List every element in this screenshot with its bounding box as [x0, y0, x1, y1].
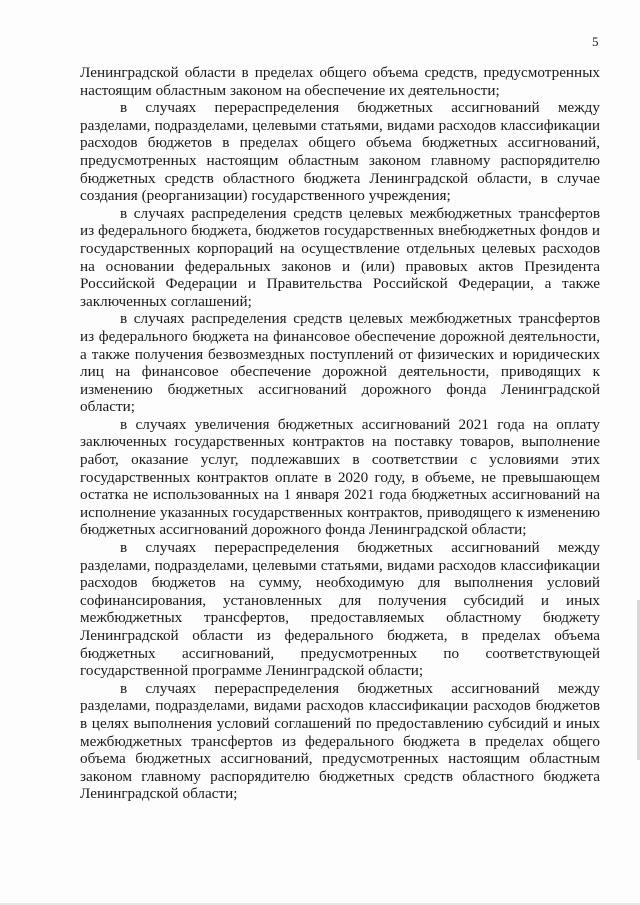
paragraph: в случаях перераспределения бюджетных ассигнований между разделами, подразделами, видами расходов классификации расходов бюджетов в целях выполнения условий соглашений по предоставлению субсидий и иных межбюджетных трансфертов из федерального бюджета в пределах общего объема бюджетных ассигнований, предусмотренных настоящим областным законом главному распорядителю бюджетных средств областного бюджета Ленинградской области;: [80, 679, 600, 803]
paragraph: в случаях распределения средств целевых межбюджетных трансфертов из федерального бюджета, бюджетов государственных внебюджетных фондов и государственных корпораций на осуществление отдельных целевых расходов на основании федеральных законов и (или) правовых актов Президента Российской Федерации и Правительства Российской Федерации, а также заключенных соглашений;: [80, 204, 600, 310]
paragraph: в случаях перераспределения бюджетных ассигнований между разделами, подразделами, целевыми статьями, видами расходов классификации расходов бюджетов на сумму, необходимую для выполнения условий софинансирования, установленных для получения субсидий и иных межбюджетных трансфертов, предоставляемых областному бюджету Ленинградской области из федерального бюджета, в пределах объема бюджетных ассигнований, предусмотренных по соответствующей государственной программе Ленинградской области;: [80, 539, 600, 680]
paragraph: в случаях распределения средств целевых межбюджетных трансфертов из федерального бюджета на финансовое обеспечение дорожной деятельности, а также получения безвозмездных поступлений от физических и юридических лиц на финансовое обеспечение дорожной деятельности, приводящих к изменению бюджетных ассигнований дорожного фонда Ленинградской области;: [80, 310, 600, 416]
paragraph-continuation: Ленинградской области в пределах общего объема средств, предусмотренных настоящим областным законом на обеспечение их деятельности;: [80, 64, 600, 99]
paragraph: в случаях увеличения бюджетных ассигнований 2021 года на оплату заключенных государственных контрактов на поставку товаров, выполнение работ, оказание услуг, подлежавших в соответствии с условиями этих государственных контрактов оплате в 2020 году, в объеме, не превышающем остатка не использованных на 1 января 2021 года бюджетных ассигнований на исполнение указанных государственных контрактов, приводящего к изменению бюджетных ассигнований дорожного фонда Ленинградской области;: [80, 415, 600, 539]
document-body: [80, 64, 600, 803]
paragraph: в случаях перераспределения бюджетных ассигнований между разделами, подразделами, целевыми статьями, видами расходов классификации расходов бюджетов в пределах общего объема бюджетных ассигнований, предусмотренных настоящим областным законом главному распорядителю бюджетных средств областного бюджета Ленинградской области, в случае создания (реорганизации) государственного учреждения;: [80, 99, 600, 205]
page-number: 5: [592, 34, 599, 49]
